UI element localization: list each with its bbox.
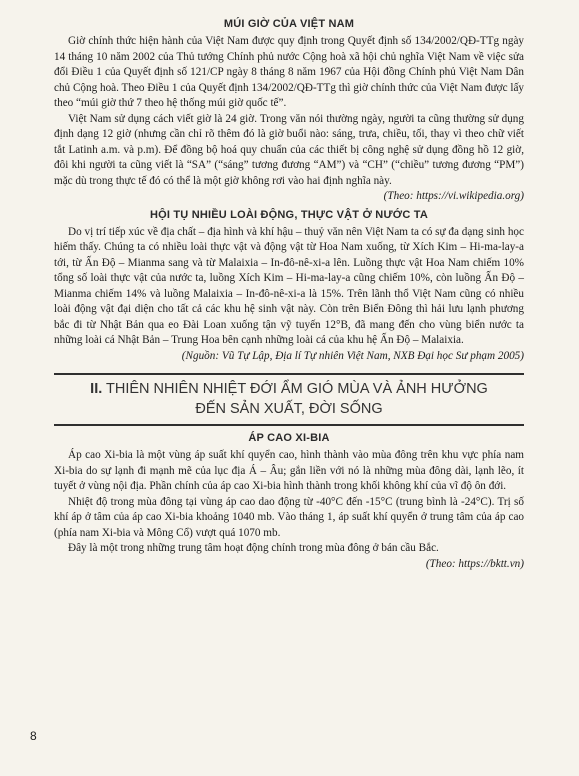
section-title-biodiversity: HỘI TỤ NHIỀU LOÀI ĐỘNG, THỰC VẬT Ở NƯỚC TA: [149, 208, 429, 221]
chapter-heading-box: [54, 373, 524, 426]
paragraph: Áp cao Xi-bia là một vùng áp suất khí quyển cao, hình thành vào mùa đông trên khu vực phía nam Xi-bia do sự lạnh đi mạnh mẽ của lục địa Á – Âu; gắn liền với nó là những mùa đông dài, lạnh lẽo, ít tuyết ở vùng nội địa. Phần chính của áp cao Xi-bia hình thành trong khối không khí của vĩ độ ôn đới.: [54, 449, 524, 492]
chapter-heading-text: THIÊN NHIÊN NHIỆT ĐỚI ẨM GIÓ MÙA VÀ ẢNH HƯỞNG: [102, 381, 488, 397]
section-title-siberian-high: ÁP CAO XI-BIA: [248, 432, 330, 444]
chapter-heading-line1: [54, 379, 524, 399]
section-title-time-zone: MÚI GIỜ CỦA VIỆT NAM: [223, 18, 355, 30]
paragraph: Giờ chính thức hiện hành của Việt Nam được quy định trong Quyết định số 134/2002/QĐ-TTg ngày 14 tháng 10 năm 2002 của Thủ tướng Chính phủ nước Cộng hoà xã hội chủ nghĩa Việt Nam về việc sửa đổi Điều 1 của Quyết định số 121/CP ngày 8 tháng 8 năm 1967 của Hội đồng Chính phủ Việt Nam Dân chủ Cộng hoà. Theo Điều 1 của Quyết định 134/2002/QĐ-TTg thì giờ chính thức của Việt Nam được lấy theo “múi giờ thứ 7 theo hệ thống múi giờ quốc tế”.: [54, 35, 524, 109]
chapter-heading-line2: ĐẾN SẢN XUẤT, ĐỜI SỐNG: [195, 401, 383, 417]
chapter-heading-number: II.: [90, 381, 103, 397]
source-citation: (Theo: https://vi.wikipedia.org): [383, 190, 524, 202]
paragraph: Đây là một trong những trung tâm hoạt động chính trong mùa đông ở bán cầu Bắc.: [68, 542, 439, 554]
paragraph: Do vị trí tiếp xúc về địa chất – địa hình và khí hậu – thuỷ văn nên Việt Nam ta có sự đa dạng sinh học hiếm thấy. Chúng ta có nhiều loài thực vật và động vật từ Hoa Nam xuống, từ Xích Kim – Hi-ma-lay-a tới, từ Ấn Độ – Mianma sang và từ Malaixia – In-đô-nê-xi-a lên. Luồng thực vật Hoa Nam chiếm 10% tổng số loài thực vật của nước ta, luồng Xích Kim – Hi-ma-lay-a cũng chiếm 10%, còn luồng Ấn Độ – Mianma chiếm 14% và luồng Malaixia – In-đô-nê-xi-a là 15%. Trên lãnh thổ Việt Nam cũng có nhiều loài động vật đại diện cho tất cả các khu hệ sinh vật này. Còn trên Biển Đông thì hải lưu lạnh phương bắc đi từ Nhật Bản qua eo Đài Loan xuống tận vỹ tuyến 12°B, đã mang đến cho vùng biển nước ta những loài cá Nhật Bản – Trung Hoa bên cạnh những loài cá của khu hệ Ấn Độ – Malaixia.: [54, 225, 524, 346]
paragraph: Việt Nam sử dụng cách viết giờ là 24 giờ. Trong văn nói thường ngày, người ta cũng thường sử dụng định dạng 12 giờ (nhưng cần chỉ rõ thêm đó là giờ buổi nào: sáng, trưa, chiều, tối, thay vì theo chữ viết tắt Latinh a.m. và p.m). Để đồng bộ hoá quy chuẩn của các thiết bị công nghệ sử dụng đồng hồ 12 giờ, đôi khi người ta cũng viết là “SA” (“sáng” tương đương “AM”) và “CH” (“chiều” tương đương “PM”) mặc dù trong thực tế đó có thể là một giờ không rơi vào hai định nghĩa này.: [54, 112, 524, 187]
source-citation: (Nguồn: Vũ Tự Lập, Địa lí Tự nhiên Việt Nam, NXB Đại học Sư phạm 2005): [181, 349, 524, 362]
source-citation: (Theo: https://bktt.vn): [425, 557, 524, 570]
paragraph: Nhiệt độ trong mùa đông tại vùng áp cao dao động từ -40°C đến -15°C (trung bình là -24°C). Trị số khí áp ở tâm của áp cao Xi-bia khoảng 1040 mb. Vào tháng 1, áp suất khí quyển ở trung tâm của áp cao (phía nam Xi-bia và Mông Cổ) vượt quá 1070 mb.: [54, 495, 524, 539]
page-number: 8: [30, 729, 37, 743]
page-content: [54, 18, 524, 576]
